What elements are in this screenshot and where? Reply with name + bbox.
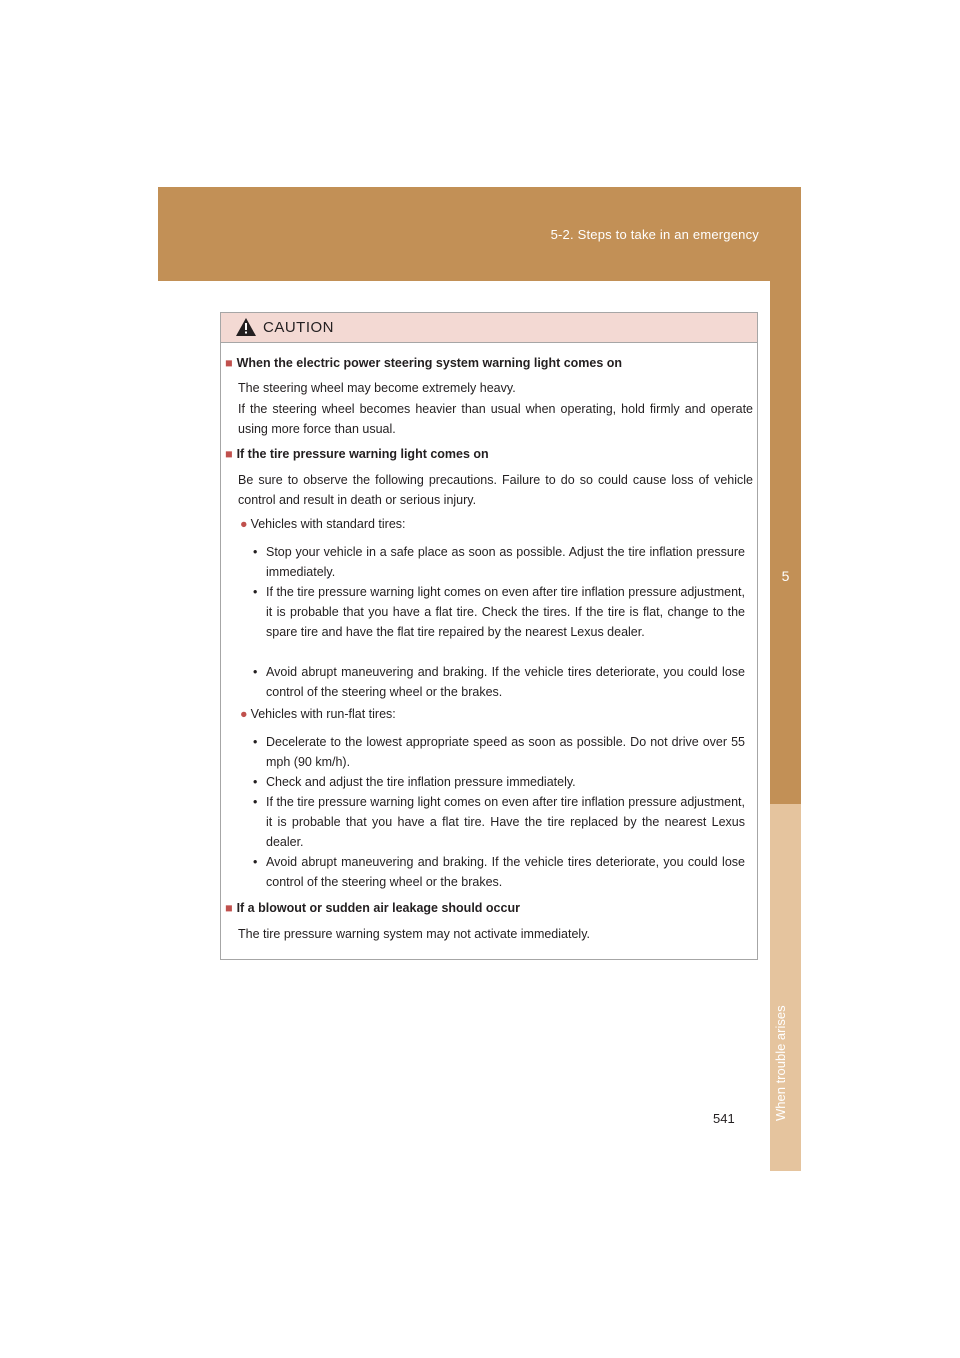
chapter-number: 5 — [781, 568, 790, 584]
sub-heading: ● Vehicles with standard tires: — [240, 517, 406, 531]
paragraph: Be sure to observe the following precautions. Failure to do so could cause loss of vehicle control and result in death or serious injury. — [238, 473, 753, 507]
chapter-tab-active — [770, 281, 801, 804]
section-heading: ■ If a blowout or sudden air leakage should occur — [225, 901, 520, 915]
bullet-dot-icon: • — [253, 775, 258, 789]
list-item: • Decelerate to the lowest appropriate speed as soon as possible. Do not drive over 55 mph (90 km/h). — [253, 732, 745, 772]
bullet-dot-icon: • — [253, 585, 258, 599]
chapter-side-tab[interactable] — [770, 281, 801, 1171]
square-bullet-icon: ■ — [225, 901, 233, 915]
paragraph: The steering wheel may become extremely heavy. — [238, 381, 516, 395]
list-item: • If the tire pressure warning light comes on even after tire inflation pressure adjustment, it is probable that you have a flat tire. Check the tires. If the tire is flat, change to the spare tire and have the flat tire repaired by the nearest Lexus dealer. — [253, 582, 745, 642]
list-item: • If the tire pressure warning light comes on even after tire inflation pressure adjustment, it is probable that you have a flat tire. Have the tire replaced by the nearest Lexus dealer. — [253, 792, 745, 852]
chapter-title: When trouble arises — [773, 1005, 788, 1121]
section-heading: ■ If the tire pressure warning light comes on — [225, 447, 489, 461]
circle-bullet-icon: ● — [240, 707, 248, 721]
list-item: • Stop your vehicle in a safe place as soon as possible. Adjust the tire inflation pressure immediately. — [253, 542, 745, 582]
caution-box — [220, 312, 758, 960]
section-title: 5-2. Steps to take in an emergency — [550, 227, 759, 242]
list-item: • Avoid abrupt maneuvering and braking. If the vehicle tires deteriorate, you could lose control of the steering wheel or the brakes. — [253, 852, 745, 892]
sub-heading: ● Vehicles with run-flat tires: — [240, 707, 396, 721]
bullet-dot-icon: • — [253, 855, 258, 869]
list-item: • Check and adjust the tire inflation pressure immediately. — [253, 772, 745, 792]
bullet-dot-icon: • — [253, 795, 258, 809]
bullet-dot-icon: • — [253, 665, 258, 679]
header-band — [158, 187, 801, 281]
bullet-dot-icon: • — [253, 545, 258, 559]
bullet-dot-icon: • — [253, 735, 258, 749]
paragraph: If the steering wheel becomes heavier than usual when operating, hold firmly and operate using more force than usual. — [238, 402, 753, 436]
page-number: 541 — [713, 1111, 735, 1126]
square-bullet-icon: ■ — [225, 447, 233, 461]
warning-triangle-icon — [236, 318, 256, 336]
section-heading: ■ When the electric power steering system warning light comes on — [225, 356, 623, 370]
circle-bullet-icon: ● — [240, 517, 248, 531]
caution-header — [221, 313, 757, 343]
caution-title: CAUTION — [263, 319, 334, 336]
square-bullet-icon: ■ — [225, 356, 233, 370]
list-item: • Avoid abrupt maneuvering and braking. If the vehicle tires deteriorate, you could lose control of the steering wheel or the brakes. — [253, 662, 745, 702]
paragraph: The tire pressure warning system may not activate immediately. — [238, 927, 590, 941]
